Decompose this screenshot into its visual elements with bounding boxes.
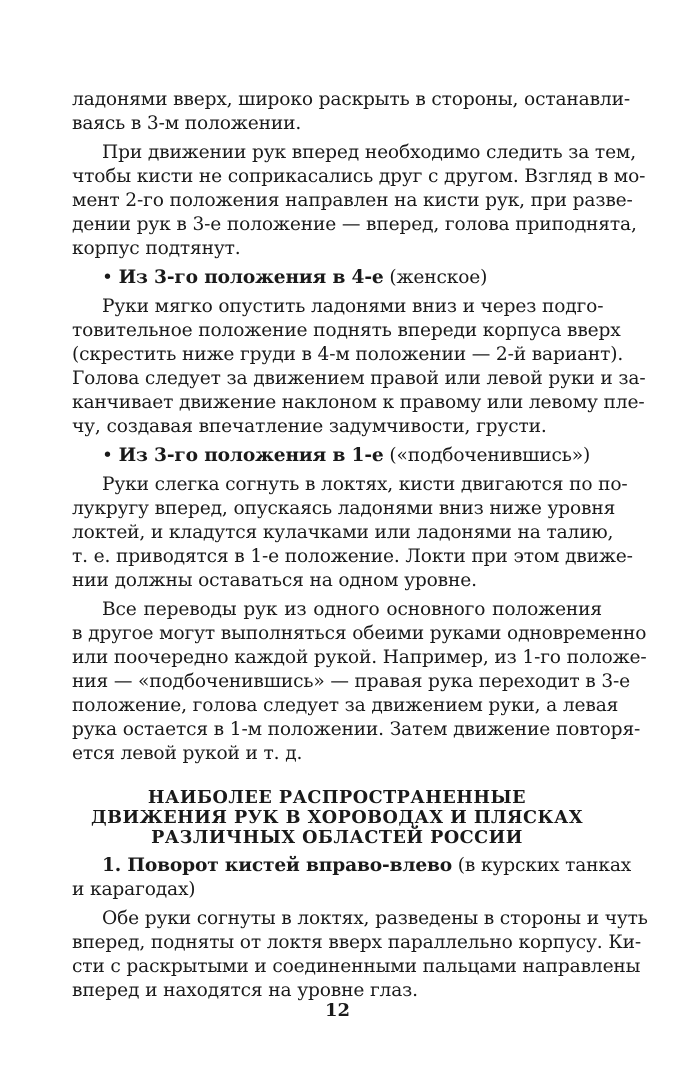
bullet-heading [72, 444, 602, 468]
text-line: и карагодах) [72, 879, 196, 900]
text-line: локтей, и кладутся кулачками или ладонями на талию, [72, 522, 614, 543]
page-body [72, 88, 648, 1003]
text-line: рука остается в 1-м положении. Затем движение повторя- [72, 719, 641, 740]
item-title-line [72, 854, 632, 878]
heading-line: ДВИЖЕНИЯ РУК В ХОРОВОДАХ И ПЛЯСКАХ [90, 807, 584, 828]
text-line: или поочередно каждой рукой. Например, из 1-го положе- [72, 647, 647, 668]
paragraph [72, 473, 633, 593]
text-line: мент 2-го положения направлен на кисти рук, при разве- [72, 190, 633, 211]
heading-line: РАЗЛИЧНЫХ ОБЛАСТЕЙ РОССИИ [151, 827, 523, 848]
item-title: 1. Поворот кистей вправо-влево [102, 855, 453, 876]
paragraph [72, 295, 646, 439]
text-line: чтобы кисти не соприкасались друг с другом. Взгляд в мо- [72, 166, 646, 187]
paragraph [72, 141, 646, 261]
text-line: Голова следует за движением правой или левой руки и за- [72, 368, 646, 389]
text-line: лукругу вперед, опускаясь ладонями вниз ниже уровня [72, 498, 616, 519]
text-line: в другое могут выполняться обеими руками одновременно [72, 623, 647, 644]
text-line: Руки мягко опустить ладонями вниз и через подго- [102, 296, 604, 317]
text-line: положение, голова следует за движением руки, а левая [72, 695, 619, 716]
bullet-note: (женское) [389, 267, 488, 288]
section-heading [72, 788, 602, 848]
bullet-icon: • [102, 445, 113, 466]
text-line: канчивает движение наклоном к правому или левому пле- [72, 392, 645, 413]
text-line: т. е. приводятся в 1-е положение. Локти при этом движе- [72, 546, 633, 567]
paragraph [72, 88, 630, 136]
heading-line: НАИБОЛЕЕ РАСПРОСТРАНЕННЫЕ [147, 787, 527, 808]
text-line: нии должны оставаться на одном уровне. [72, 570, 477, 591]
text-line: ваясь в 3-м положении. [72, 113, 302, 134]
text-line: ладонями вверх, широко раскрыть в стороны, останавли- [72, 89, 630, 110]
numbered-item [72, 854, 632, 902]
bullet-icon: • [102, 267, 113, 288]
paragraph [72, 598, 647, 766]
text-line: ния — «подбоченившись» — правая рука переходит в 3-е [72, 671, 631, 692]
text-line: корпус подтянут. [72, 238, 241, 259]
bullet-note: («подбоченившись») [389, 445, 591, 466]
text-line: Руки слегка согнуть в локтях, кисти двигаются по по- [102, 474, 628, 495]
text-line: чу, создавая впечатление задумчивости, грусти. [72, 416, 547, 437]
bullet-title: Из 3-го положения в 4-е [118, 267, 384, 288]
text-line: Обе руки согнуты в локтях, разведены в стороны и чуть [102, 908, 648, 929]
text-line: (скрестить ниже груди в 4-м положении — 2-й вариант). [72, 344, 624, 365]
text-line: сти с раскрытыми и соединенными пальцами направлены [72, 956, 641, 977]
text-line: При движении рук вперед необходимо следить за тем, [102, 142, 636, 163]
text-line: ется левой рукой и т. д. [72, 743, 303, 764]
text-line: Все переводы рук из одного основного положения [102, 599, 602, 620]
text-line: товительное положение поднять впереди корпуса вверх [72, 320, 621, 341]
bullet-heading [72, 266, 602, 290]
paragraph [72, 907, 648, 1003]
page-number: 12 [324, 1000, 351, 1021]
item-note: (в курских танках [457, 855, 632, 876]
text-line: дении рук в 3-е положение — вперед, голова приподнята, [72, 214, 637, 235]
text-line: вперед и находятся на уровне глаз. [72, 980, 418, 1001]
text-line: вперед, подняты от локтя вверх параллельно корпусу. Ки- [72, 932, 641, 953]
bullet-title: Из 3-го положения в 1-е [118, 445, 384, 466]
